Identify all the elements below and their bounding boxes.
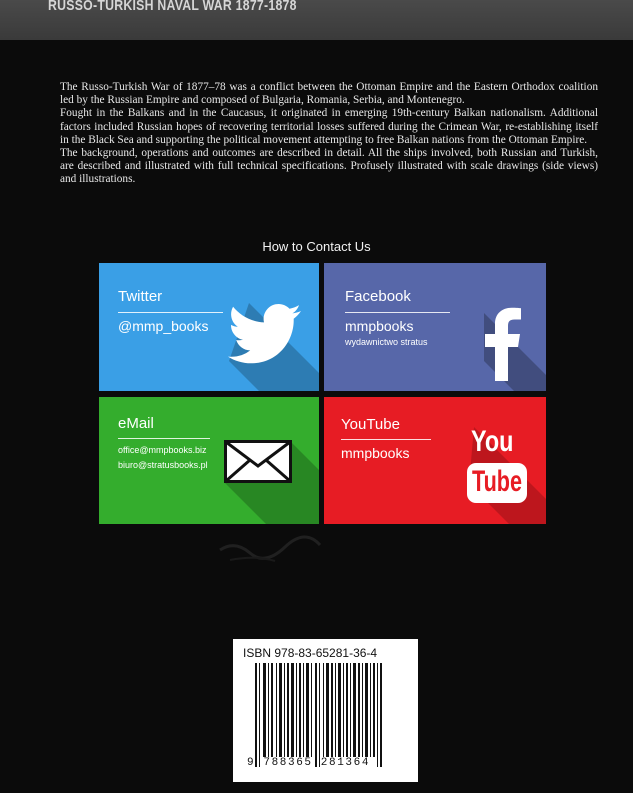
facebook-label: Facebook — [345, 288, 411, 305]
facebook-f-icon — [479, 305, 523, 381]
facebook-divider — [345, 312, 450, 313]
youtube-logo-you: You — [471, 425, 514, 458]
facebook-tile[interactable] — [324, 263, 546, 391]
youtube-tile[interactable] — [324, 397, 546, 524]
twitter-label: Twitter — [118, 288, 163, 305]
series-title: RUSSO-TURKISH NAVAL WAR 1877-1878 — [48, 0, 297, 14]
email-address-1[interactable]: office@mmpbooks.biz — [118, 445, 207, 455]
youtube-logo-tube: Tube — [472, 465, 522, 498]
barcode-bars — [243, 663, 408, 767]
description-paragraph-1: The Russo-Turkish War of 1877–78 was a conflict between the Ottoman Empire and the Eastern Orthodox coalition led by the Russian Empire and composed of Bulgaria, Romania, Serbia, and Montenegro. — [60, 81, 598, 107]
decorative-ink-marks — [215, 535, 325, 565]
barcode-label — [233, 639, 418, 782]
email-divider — [118, 438, 210, 439]
facebook-handle: mmpbooks — [345, 318, 414, 334]
facebook-subtitle: wydawnictwo stratus — [345, 337, 428, 347]
twitter-tile[interactable] — [99, 263, 319, 391]
contact-heading: How to Contact Us — [262, 239, 371, 254]
email-tile[interactable] — [99, 397, 319, 524]
twitter-handle: @mmp_books — [118, 318, 209, 334]
youtube-logo-icon — [467, 425, 529, 505]
isbn-number: ISBN 978-83-65281-36-4 — [243, 646, 378, 660]
youtube-handle: mmpbooks — [341, 445, 410, 461]
barcode-digits: 9 788365 281364 — [247, 757, 371, 769]
youtube-label: YouTube — [341, 416, 400, 433]
twitter-divider — [118, 312, 223, 313]
title-band — [0, 0, 633, 40]
envelope-icon — [224, 440, 292, 483]
email-label: eMail — [118, 415, 154, 432]
email-address-2[interactable]: biuro@stratusbooks.pl — [118, 460, 208, 470]
description-paragraph-2: Fought in the Balkans and in the Caucasus, it originated in emerging 19th-century Balkan nationalism. Additional factors included Russian hopes of recovering territorial losses suffered during the Crimean War, re-establishing itself in the Black Sea and supporting the political movement attempting to free Balkan nations from the Ottoman Empire. — [60, 107, 598, 146]
description-paragraph-3: The background, operations and outcomes are described in detail. All the ships involved, both Russian and Turkish, are described and illustrated with full technical specifications. Profusely illustrated with scale drawings (side views) and illustrations. — [60, 147, 598, 186]
youtube-divider — [341, 439, 431, 440]
book-description — [60, 81, 598, 187]
bird-icon — [227, 303, 303, 367]
